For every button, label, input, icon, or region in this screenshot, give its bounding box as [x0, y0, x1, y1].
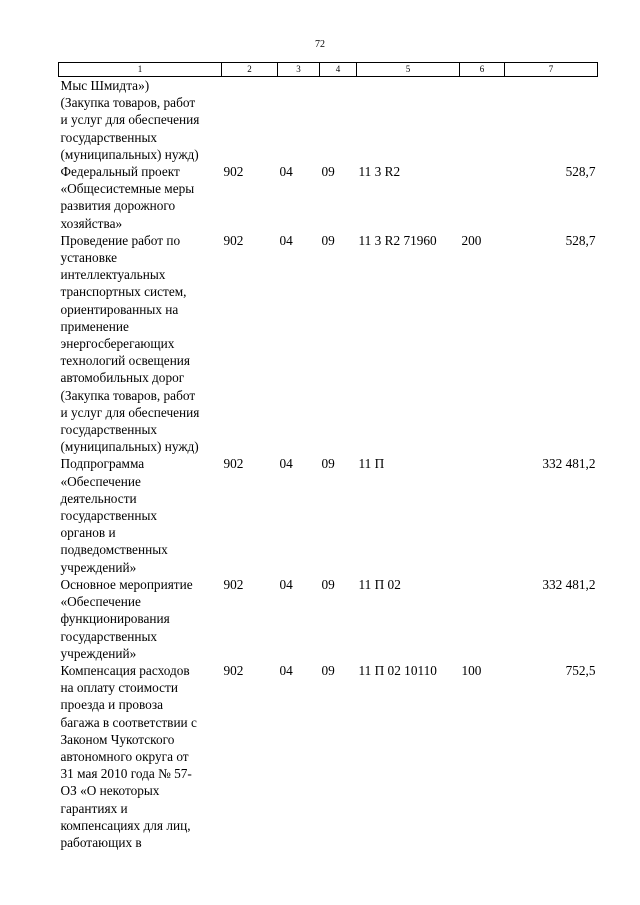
row-name-line: багажа в соответствии с	[60, 714, 197, 730]
row-name-line: на оплату стоимости	[60, 680, 178, 696]
row-name-line: интеллектуальных	[60, 267, 166, 283]
row-target-article: 11 П	[358, 456, 385, 472]
row-name-line: энергосберегающих	[60, 336, 175, 352]
row-name-line: гарантиях и	[60, 800, 128, 816]
row-name-line: учреждений»	[60, 645, 137, 661]
table-row	[59, 576, 598, 662]
row-name-line: применение	[60, 318, 129, 334]
table-row	[59, 163, 598, 232]
row-name-line: подведомственных	[60, 542, 168, 558]
row-name-line: развития дорожного	[60, 198, 176, 214]
row-expense-type: 100	[461, 662, 482, 678]
row-name-line: Законом Чукотского	[60, 731, 175, 747]
row-admin-code: 902	[223, 232, 244, 248]
row-subsection-code: 09	[321, 576, 335, 592]
row-name-line: ориентированных на	[60, 301, 179, 317]
row-target-article: 11 П 02 10110	[358, 662, 437, 678]
row-name-line: учреждений»	[60, 559, 137, 575]
table-row	[59, 232, 598, 456]
row-name-line: «Обеспечение	[60, 473, 141, 489]
row-name-line: (муниципальных) нужд)	[60, 146, 199, 162]
table-header	[59, 63, 598, 77]
row-name	[59, 455, 222, 575]
row-name-line: государственных	[60, 422, 158, 438]
row-name-line: Мыс Шмидта»)	[60, 78, 150, 93]
column-header-1: 1	[59, 63, 222, 77]
row-name-line: органов и	[60, 525, 116, 541]
row-name-line: проезда и провоза	[60, 697, 163, 713]
row-name-line: транспортных систем,	[60, 284, 187, 300]
column-header-5: 5	[357, 63, 460, 77]
row-expense-type	[460, 77, 505, 164]
row-admin-code: 902	[223, 576, 244, 592]
row-name-line: государственных	[60, 129, 158, 145]
column-header-7: 7	[505, 63, 598, 77]
row-name	[59, 232, 222, 456]
row-admin-code: 902	[223, 164, 244, 180]
row-admin-code: 902	[223, 662, 244, 678]
row-target-article	[357, 77, 460, 164]
row-amount: 752,5	[565, 662, 596, 678]
row-name-line: работающих в	[60, 834, 142, 850]
row-name-line: (муниципальных) нужд)	[60, 439, 199, 455]
budget-table	[58, 62, 598, 851]
column-header-4: 4	[320, 63, 357, 77]
row-name-line: «Обеспечение	[60, 594, 141, 610]
row-admin-code	[222, 77, 278, 164]
row-target-article: 11 3 R2 71960	[358, 232, 437, 248]
row-name-line: «Общесистемные меры	[60, 181, 195, 197]
row-name-line: и услуг для обеспечения	[60, 404, 200, 420]
row-subsection-code: 09	[321, 456, 335, 472]
table-row	[59, 77, 598, 164]
row-subsection-code: 09	[321, 662, 335, 678]
row-name-line: и услуг для обеспечения	[60, 112, 200, 128]
row-section-code	[278, 77, 320, 164]
row-name-line: автомобильных дорог	[60, 370, 185, 386]
row-name-line: 31 мая 2010 года № 57-	[60, 766, 192, 782]
page-number: 72	[315, 39, 325, 50]
column-header-6: 6	[460, 63, 505, 77]
row-name	[59, 576, 222, 662]
row-name-line: технологий освещения	[60, 353, 191, 369]
row-section-code: 04	[279, 164, 293, 180]
row-section-code: 04	[279, 232, 293, 248]
header-row	[59, 63, 598, 77]
row-subsection-code: 09	[321, 232, 335, 248]
column-header-2: 2	[222, 63, 278, 77]
row-expense-type: 200	[461, 232, 482, 248]
row-amount: 332 481,2	[542, 456, 596, 472]
row-expense-type	[460, 576, 505, 662]
row-name-line: (Закупка товаров, работ	[60, 95, 196, 111]
row-section-code: 04	[279, 662, 293, 678]
table-row	[59, 455, 598, 575]
row-subsection-code	[320, 77, 357, 164]
row-section-code: 04	[279, 576, 293, 592]
row-name	[59, 77, 222, 164]
row-expense-type	[460, 163, 505, 232]
row-name-line: автономного округа от	[60, 748, 189, 764]
row-name-line: Компенсация расходов	[60, 662, 190, 678]
row-target-article: 11 П 02	[358, 576, 401, 592]
row-amount: 528,7	[565, 232, 596, 248]
row-name-line: ОЗ «О некоторых	[60, 783, 160, 799]
row-name-line: Федеральный проект	[60, 164, 180, 180]
row-target-article: 11 3 R2	[358, 164, 401, 180]
row-name-line: хозяйства»	[60, 215, 123, 231]
row-name	[59, 163, 222, 232]
row-section-code: 04	[279, 456, 293, 472]
row-name-line: деятельности	[60, 490, 137, 506]
row-expense-type	[460, 455, 505, 575]
row-name-line: государственных	[60, 628, 158, 644]
row-name-line: государственных	[60, 508, 158, 524]
column-header-3: 3	[278, 63, 320, 77]
row-name-line: функционирования	[60, 611, 170, 627]
table-body	[59, 77, 598, 852]
row-name-line: Проведение работ по	[60, 232, 181, 248]
row-amount: 528,7	[565, 164, 596, 180]
row-name-line: Подпрограмма	[60, 456, 145, 472]
row-amount: 332 481,2	[542, 576, 596, 592]
row-amount	[505, 77, 598, 164]
row-name-line: Основное мероприятие	[60, 576, 193, 592]
row-name	[59, 662, 222, 851]
row-admin-code: 902	[223, 456, 244, 472]
row-name-line: установке	[60, 250, 117, 266]
row-name-line: (Закупка товаров, работ	[60, 387, 196, 403]
table-row	[59, 662, 598, 851]
row-subsection-code: 09	[321, 164, 335, 180]
row-name-line: компенсациях для лиц,	[60, 817, 191, 833]
